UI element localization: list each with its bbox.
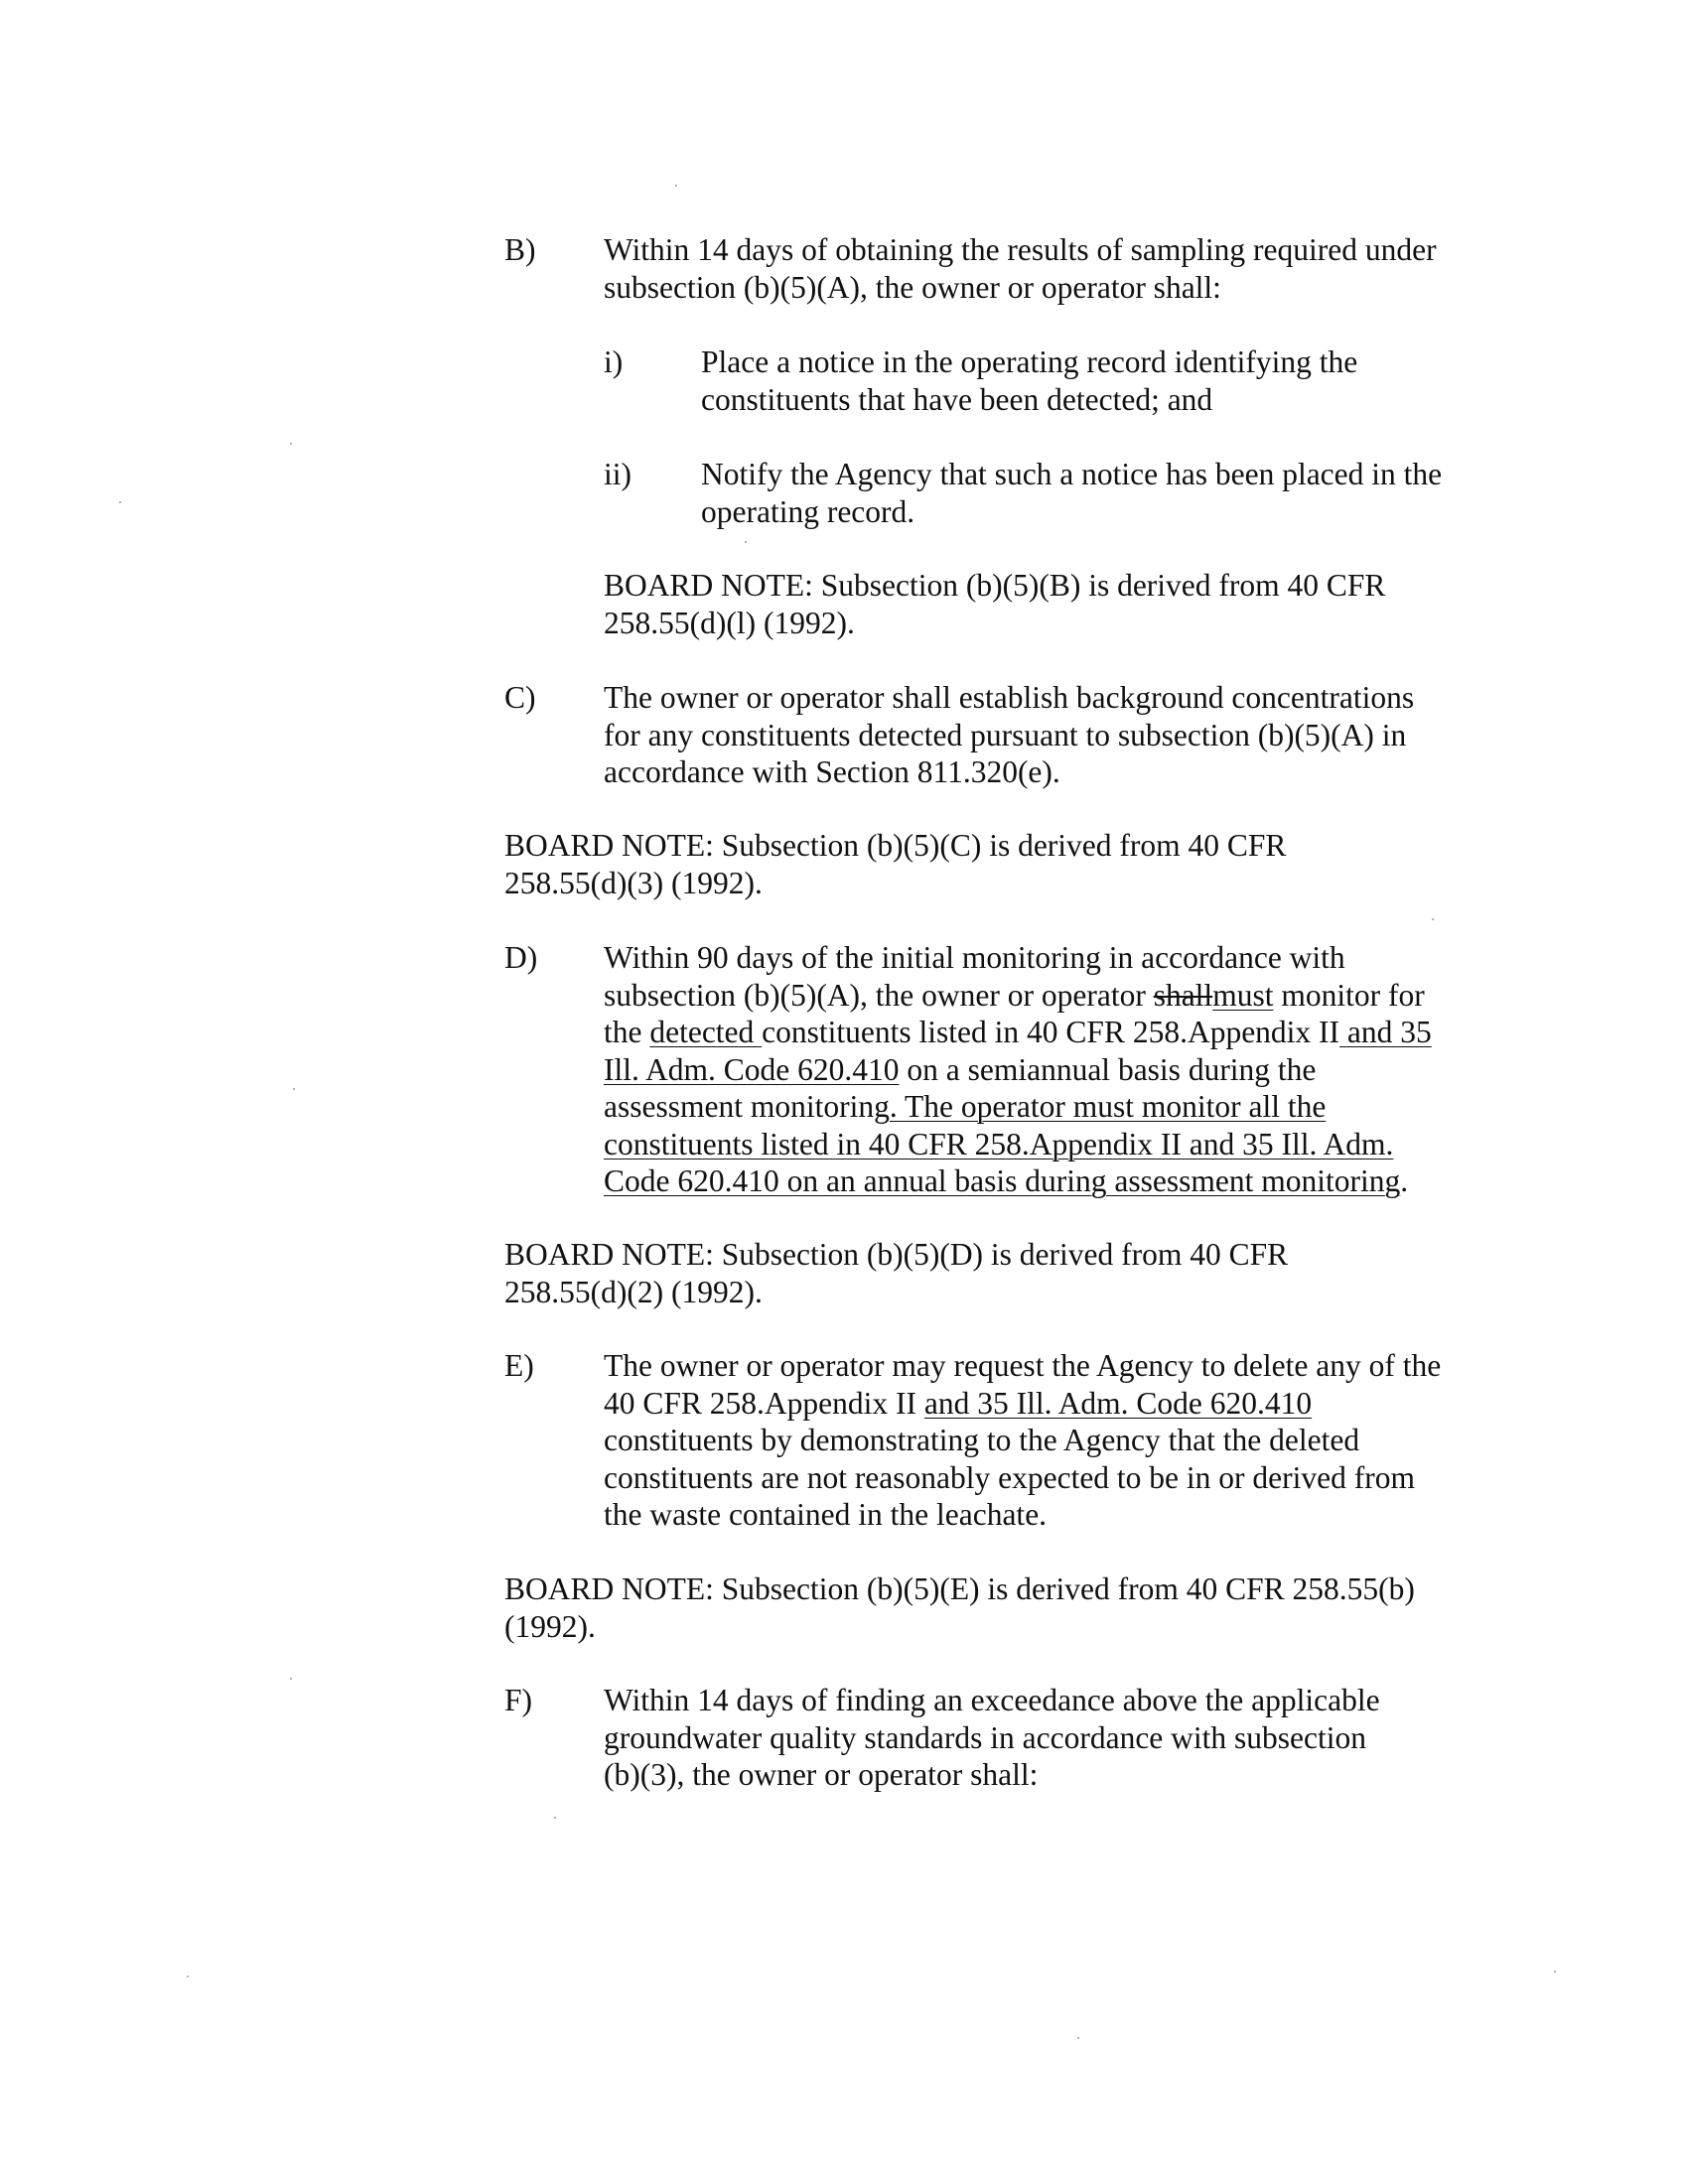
text-line: groundwater quality standards in accordance with subsection	[604, 1719, 1367, 1755]
item-E-text	[604, 1347, 1441, 1534]
scan-speck	[1432, 918, 1434, 920]
item-D-text	[604, 939, 1432, 1200]
plain-text: assessment monitoring	[604, 1089, 890, 1124]
text-line: 258.55(d)(l) (1992).	[604, 605, 855, 640]
scan-speck	[745, 541, 747, 543]
board-note-C	[504, 827, 1286, 901]
text-line: Within 14 days of obtaining the results of sampling required under	[604, 232, 1437, 267]
text-line	[604, 1126, 1432, 1163]
scan-speck	[554, 1817, 556, 1819]
item-label-B-ii: ii)	[604, 457, 632, 491]
item-F-text	[604, 1682, 1380, 1794]
inserted-text: . The operator must monitor all the	[889, 1089, 1327, 1124]
scan-speck	[1077, 2037, 1079, 2039]
text-line	[604, 1385, 1441, 1423]
text-line	[604, 1014, 1432, 1051]
text-line	[604, 1051, 1432, 1089]
scan-speck	[119, 501, 121, 503]
text-line: 258.55(d)(3) (1992).	[504, 865, 763, 900]
board-note-B	[604, 567, 1385, 641]
text-line: (1992).	[504, 1608, 596, 1644]
text-line: Notify the Agency that such a notice has been placed in the	[701, 457, 1443, 491]
text-line: Within 14 days of finding an exceedance above the applicable	[604, 1683, 1380, 1717]
text-line: The owner or operator may request the Agency to delete any of the	[604, 1348, 1442, 1383]
board-note-E	[504, 1570, 1415, 1645]
scan-speck	[290, 1678, 292, 1680]
plain-text: on a semiannual basis during the	[899, 1051, 1317, 1087]
item-label-D: D)	[504, 940, 538, 975]
inserted-text: and 35 Ill. Adm. Code 620.410	[923, 1385, 1313, 1421]
plain-text: the	[604, 1015, 650, 1049]
plain-text: monitor for	[1273, 977, 1425, 1013]
inserted-text: must	[1212, 977, 1274, 1013]
item-B-i-text	[701, 343, 1357, 418]
text-line: BOARD NOTE: Subsection (b)(5)(C) is derived from 40 CFR	[504, 828, 1287, 863]
item-B-ii-text	[701, 456, 1442, 530]
scan-speck	[187, 1976, 189, 1978]
plain-text: constituents listed in 40 CFR 258.Appendix II	[762, 1015, 1340, 1049]
deleted-text: shall	[1153, 977, 1213, 1013]
inserted-text: Ill. Adm. Code 620.410	[604, 1051, 900, 1087]
item-label-B-i: i)	[604, 344, 624, 379]
text-line: (b)(3), the owner or operator shall:	[604, 1757, 1039, 1792]
text-line: constituents by demonstrating to the Agency that the deleted	[604, 1423, 1360, 1457]
scan-speck	[293, 1088, 295, 1090]
scan-speck	[675, 185, 677, 187]
item-label-B: B)	[504, 232, 536, 267]
item-label-E: E)	[504, 1348, 534, 1383]
text-line: BOARD NOTE: Subsection (b)(5)(D) is derived from 40 CFR	[504, 1237, 1289, 1272]
text-line: Place a notice in the operating record identifying the	[701, 344, 1358, 379]
text-line: constituents that have been detected; and	[701, 381, 1213, 417]
scan-speck	[1554, 1971, 1556, 1973]
text-line	[604, 1162, 1432, 1200]
item-label-F: F)	[504, 1683, 533, 1717]
text-line	[604, 977, 1432, 1015]
plain-text: 40 CFR 258.Appendix II	[604, 1385, 924, 1421]
item-label-C: C)	[504, 680, 536, 715]
text-line: 258.55(d)(2) (1992).	[504, 1274, 763, 1309]
text-line: BOARD NOTE: Subsection (b)(5)(E) is derived from 40 CFR 258.55(b)	[504, 1571, 1415, 1606]
plain-text: .	[1400, 1163, 1409, 1198]
board-note-D	[504, 1236, 1288, 1310]
text-line: constituents are not reasonably expected to be in or derived from	[604, 1459, 1415, 1495]
inserted-text: detected	[649, 1015, 763, 1049]
item-C-text	[604, 679, 1414, 791]
inserted-text: Code 620.410 on an annual basis during assessment monitoring	[604, 1163, 1401, 1198]
text-line: subsection (b)(5)(A), the owner or operator shall:	[604, 269, 1221, 305]
plain-text: subsection (b)(5)(A), the owner or operator	[604, 977, 1154, 1013]
text-line: the waste contained in the leachate.	[604, 1497, 1048, 1532]
text-line: operating record.	[701, 493, 915, 529]
inserted-text: and 35	[1339, 1015, 1432, 1049]
text-line: The owner or operator shall establish background concentrations	[604, 680, 1415, 715]
text-line: Within 90 days of the initial monitoring in accordance with	[604, 940, 1345, 975]
text-line: BOARD NOTE: Subsection (b)(5)(B) is derived from 40 CFR	[604, 568, 1386, 603]
text-line: for any constituents detected pursuant to subsection (b)(5)(A) in	[604, 717, 1407, 752]
scan-speck	[290, 443, 292, 445]
inserted-text: constituents listed in 40 CFR 258.Appendix II and 35 Ill. Adm.	[604, 1126, 1394, 1161]
text-line: accordance with Section 811.320(e).	[604, 754, 1060, 789]
item-B-text	[604, 231, 1437, 306]
text-line	[604, 1088, 1432, 1126]
